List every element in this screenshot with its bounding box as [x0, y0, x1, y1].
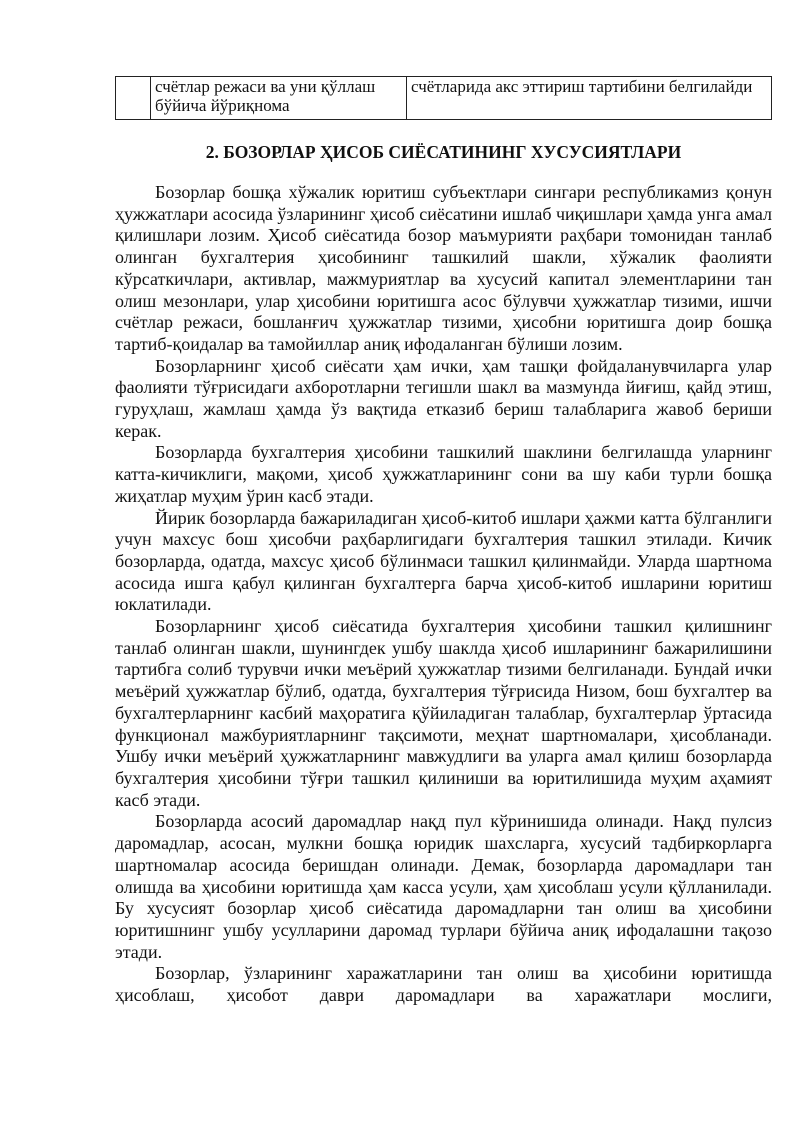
paragraph: Бозорларда бухгалтерия ҳисобини ташкилий шаклини белгилашда уларнинг катта-кичиклиги, мақоми, ҳисоб ҳужжатларининг сони ва шу каби турли бошқа жиҳатлар муҳим ўрин касб этади. — [115, 442, 772, 506]
paragraph: Бозорларнинг ҳисоб сиёсати ҳам ички, ҳам ташқи фойдаланувчиларга улар фаолияти тўғрисидаги ахборотларни тегишли шакл ва мазмунда йиғиш, қайд этиш, гуруҳлаш, жамлаш ҳамда ўз вақтида етказиб бериш талабларига жавоб бериши керак. — [115, 355, 772, 441]
document-body — [115, 182, 772, 1007]
section-title: 2. БОЗОРЛАР ҲИСОБ СИЁСАТИНИНГ ХУСУСИЯТЛАРИ — [205, 142, 682, 162]
paragraph: Бозорлар, ўзларининг харажатларини тан олиш ва ҳисобини юритишда ҳисоблаш, ҳисобот даври даромадлари ва харажатлари мослиги, — [115, 963, 772, 1006]
paragraph: Бозорларнинг ҳисоб сиёсатида бухгалтерия ҳисобини ташкил қилишнинг танлаб олинган шакли, шунингдек ушбу шаклда ҳисоб ишларининг бажарилишини тартибга солиб турувчи ички меъёрий ҳужжатлар тизими белгиланади. Бундай ички меъёрий ҳужжатлар бўлиб, одатда, бухгалтерия тўғрисида Низом, бош бухгалтер ва бухгалтерларнинг касбий маҳоратига қўйиладиган талаблар, бухгалтерлар ўртасида функционал мажбуриятларнинг тақсимоти, меҳнат шартномалари, ҳисобланади. Ушбу ички меъёрий ҳужжатларнинг мавжудлиги ва уларга амал қилиш бозорларда бухгалтерия ҳисобини тўғри ташкил қилиниши ва юритилишида муҳим аҳамият касб этади. — [115, 616, 772, 810]
paragraph: Бозорларда асосий даромадлар нақд пул кўринишида олинади. Нақд пулсиз даромадлар, асосан, мулкни бошқа юридик шахсларга, хусусий тадбиркорларга шартномалар асосида беришдан олинади. Демак, бозорларда даромадлари тан олишда ва ҳисобини юритишда ҳам касса усули, ҳам ҳисоблаш усули қўлланилади. Бу хусусият бозорлар ҳисоб сиёсатида даромадларни тан олиш ва ҳисобини юритишнинг ушбу усулларини даромад турлари бўйича аниқ ифодалашни тақозо этади. — [115, 811, 772, 962]
table-cell-description: счётларида акс эттириш тартибини белгилайди — [407, 77, 772, 116]
paragraph: Йирик бозорларда бажариладиган ҳисоб-китоб ишлари ҳажми катта бўлганлиги учун махсус бош ҳисобчи раҳбарлигидаги бухгалтерия ташкил этилади. Кичик бозорларда, одатда, махсус ҳисоб бўлинмаси ташкил қилинмайди. Уларда шартнома асосида ишга қабул қилинган бухгалтерга барча ҳисоб-китоб ишларини юритиш юклатилади. — [115, 507, 772, 615]
table-row — [116, 77, 772, 116]
paragraph: Бозорлар бошқа хўжалик юритиш субъектлари сингари республикамиз қонун ҳужжатлари асосида ўзларининг ҳисоб сиёсатини ишлаб чиқишлари ҳамда унга амал қилишлари лозим. Ҳисоб сиёсатида бозор маъмурияти раҳбари томонидан танлаб олинган бухгалтерия ҳисобининг ташкилий шакли, хўжалик фаолияти кўрсаткичлари, активлар, мажмуриятлар ва хусусий капитал элементларини тан олиш мезонлари, улар ҳисобини юритишга асос бўлувчи ҳужжатлар тизими, ишчи счётлар режаси, бошланғич ҳужжатлар тизими, ҳисобни юритишга доир бошқа тартиб-қоидалар ва тамойиллар аниқ ифодаланган бўлиши лозим. — [115, 182, 772, 354]
table-row-bottom — [116, 115, 772, 120]
table-cell-document: счётлар режаси ва уни қўллаш бўйича йўриқнома — [151, 77, 407, 116]
requirements-table — [115, 76, 772, 120]
table-cell-number — [116, 77, 151, 116]
